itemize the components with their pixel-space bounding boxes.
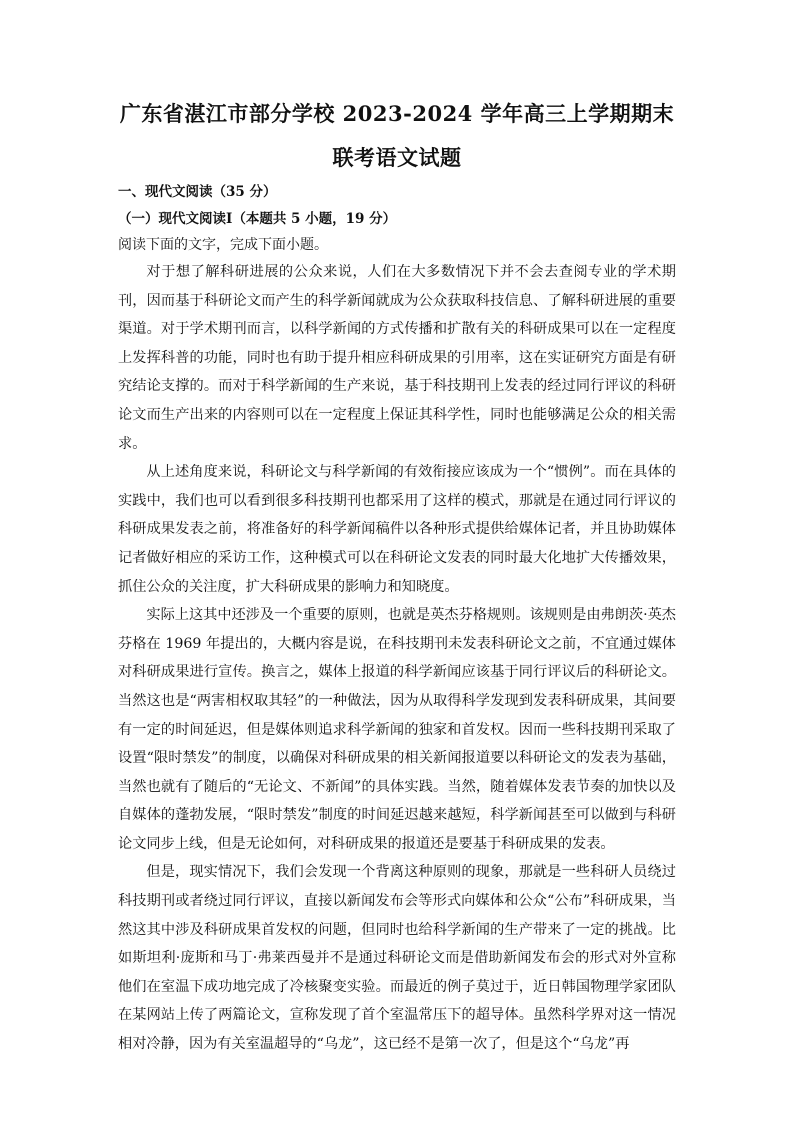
document-title-line2: 联考语文试题 [332, 145, 462, 170]
paragraph-1: 对于想了解科研进展的公众来说，人们在大多数情况下并不会去查阅专业的学术期刊，因而基于科研论文而产生的科学新闻就成为公众获取科技信息、了解科研进展的重要渠道。对于学术期刊而言，以科学新闻的方式传播和扩散有关的科研成果可以在一定程度上发挥科普的功能，同时也有助于提升相应科研成果的引用率，这在实证研究方面是有研究结论支撑的。而对于科学新闻的生产来说，基于科技期刊上发表的经过同行评议的科研论文而生产出来的内容则可以在一定程度上保证其科学性，同时也能够满足公众的相关需求。 [118, 264, 676, 452]
document-title-line1: 广东省湛江市部分学校 2023-2024 学年高三上学期期末 [119, 101, 675, 126]
paragraph-2: 从上述角度来说，科研论文与科学新闻的有效衔接应该成为一个“惯例”。而在具体的实践中，我们也可以看到很多科技期刊也都采用了这样的模式，那就是在通过同行评议的科研成果发表之前，将准备好的科学新闻稿件以各种形式提供给媒体记者，并且协助媒体记者做好相应的采访工作，这种模式可以在科研论文发表的同时最大化地扩大传播效果，抓住公众的关注度，扩大科研成果的影响力和知晓度。 [118, 464, 676, 595]
section-subheading: （一）现代文阅读Ⅰ（本题共 5 小题，19 分） [118, 211, 397, 227]
paragraph-4: 但是，现实情况下，我们会发现一个背离这种原则的现象，那就是一些科研人员绕过科技期刊或者绕过同行评议，直接以新闻发布会等形式向媒体和公众“公布”科研成果，当然这其中涉及科研成果首发权的问题，但同时也给科学新闻的生产带来了一定的挑战。比如斯坦利·庞斯和马丁·弗莱西曼并不是通过科研论文而是借助新闻发布会的形式对外宣称他们在室温下成功地完成了冷核聚变实验。而最近的例子莫过于，近日韩国物理学家团队在某网站上传了两篇论文，宣称发现了首个室温常压下的超导体。虽然科学界对这一情况相对冷静，因为有关室温超导的“乌龙”，这已经不是第一次了，但是这个“乌龙”再 [118, 864, 676, 1053]
section-heading: 一、现代文阅读（35 分） [118, 184, 277, 200]
passage-body [118, 258, 676, 1059]
reading-instruction: 阅读下面的文字，完成下面小题。 [118, 237, 328, 253]
paragraph-3: 实际上这其中还涉及一个重要的原则，也就是英杰芬格规则。该规则是由弗朗茨·英杰芬格在 1969 年提出的，大概内容是说，在科技期刊未发表科研论文之前，不宜通过媒体对科研成果进行宣传。换言之，媒体上报道的科学新闻应该基于同行评议后的科研论文。当然这也是“两害相权取其轻”的一种做法，因为从取得科学发现到发表科研成果，其间要有一定的时间延迟，但是媒体则追求科学新闻的独家和首发权。因而一些科技期刊采取了设置“限时禁发”的制度，以确保对科研成果的相关新闻报道要以科研论文的发表为基础，当然也就有了随后的“无论文、不新闻”的具体实践。当然，随着媒体发表节奏的加快以及自媒体的蓬勃发展，“限时禁发”制度的时间延迟越来越短，科学新闻甚至可以做到与科研论文同步上线，但是无论如何，对科研成果的报道还是要基于科研成果的发表。 [118, 607, 676, 852]
